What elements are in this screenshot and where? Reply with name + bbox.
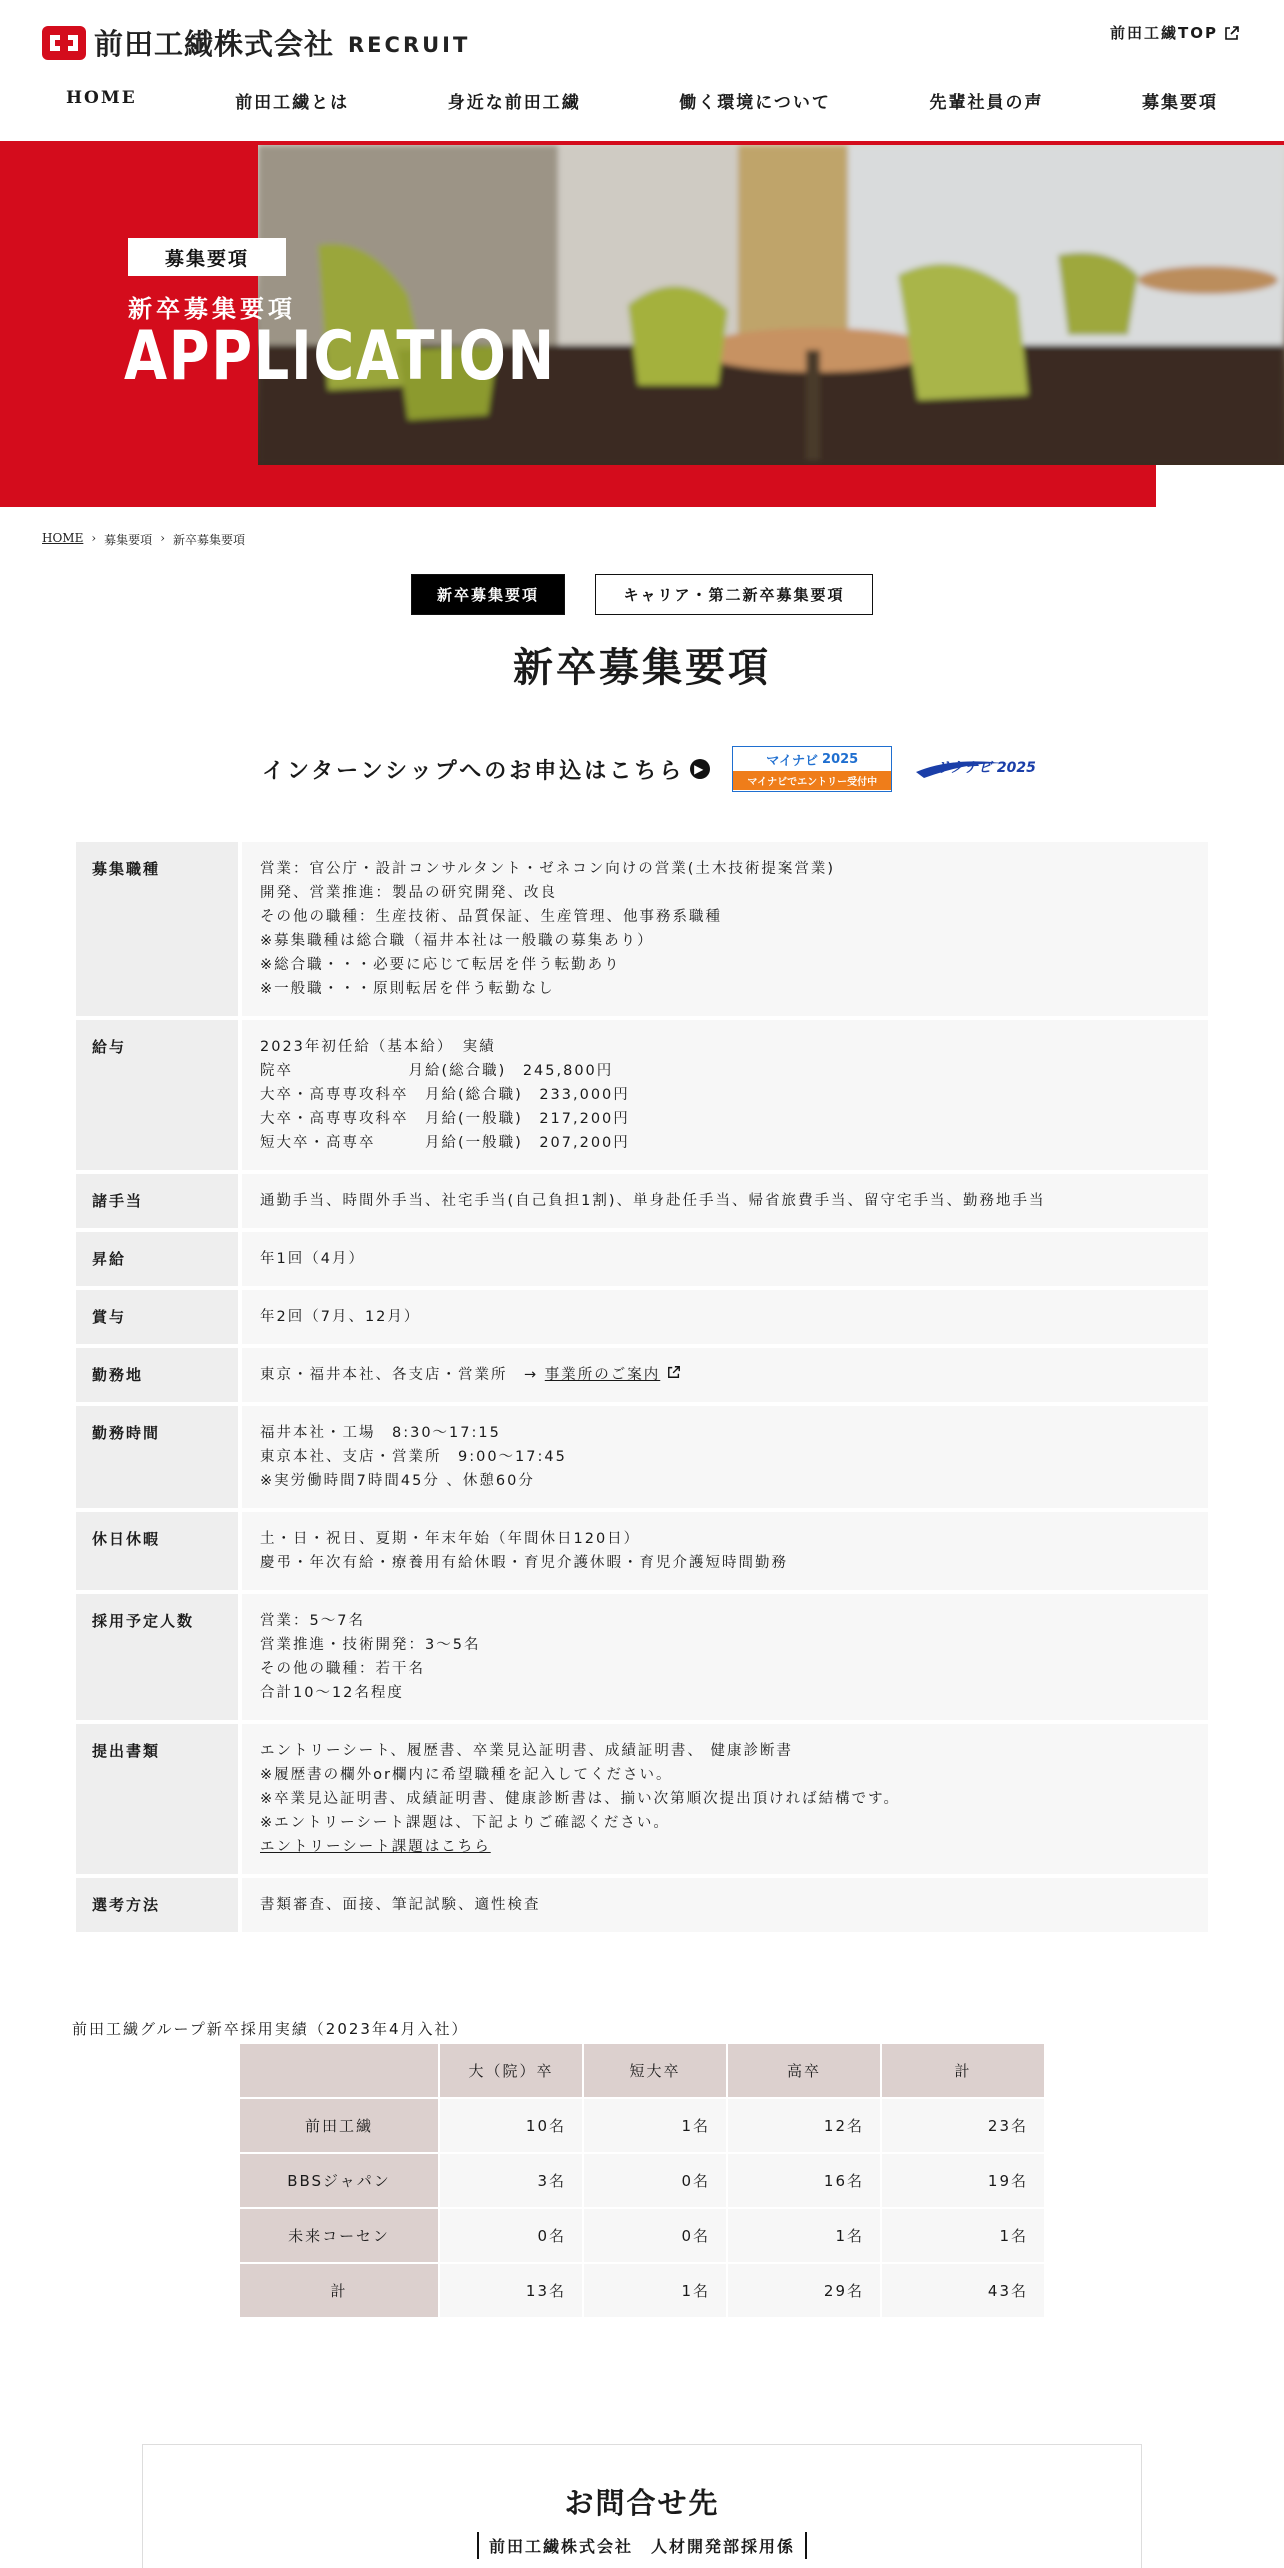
table-row [76, 1724, 1208, 1874]
site-header [0, 0, 1284, 145]
text-line: 営業推進・技術開発：3～5名 [260, 1637, 481, 1653]
text-line: その他の職種：若干名 [260, 1661, 425, 1677]
text-line: ※履歴書の欄外or欄内に希望職種を記入してください。 [260, 1767, 673, 1783]
rikunabi-label: リクナビ 2025 [936, 760, 1036, 776]
table-cell: 23名 [881, 2098, 1045, 2153]
row-header: BBSジャパン [239, 2153, 439, 2208]
logo-text: 前田工繊株式会社 [94, 27, 335, 61]
external-link-icon [1224, 25, 1240, 41]
text-line: ※実労働時間7時間45分 、休憩60分 [260, 1473, 535, 1489]
internship-link[interactable] [262, 754, 710, 785]
text-line: 2023年初任給（基本給） 実績 [260, 1039, 496, 1055]
logo-recruit: RECRUIT [348, 32, 471, 57]
tab-new-graduate[interactable]: 新卒募集要項 [411, 574, 565, 615]
table-cell: 3名 [439, 2153, 583, 2208]
table-row [76, 1406, 1208, 1508]
table-cell: 1名 [583, 2098, 727, 2153]
table-row [76, 842, 1208, 1016]
table-cell: 10名 [439, 2098, 583, 2153]
logo-mark-icon [42, 26, 86, 60]
text-line: 合計10～12名程度 [260, 1685, 404, 1701]
table-cell: 1名 [881, 2208, 1045, 2263]
column-header: 高卒 [727, 2043, 881, 2098]
row-label: 賞与 [76, 1290, 238, 1344]
table-cell: 43名 [881, 2263, 1045, 2318]
text-line: 福井本社・工場 8:30～17:15 [260, 1425, 501, 1441]
text-line: 年2回（7月、12月） [260, 1309, 421, 1325]
text-segment: 東京・福井本社、各支店・営業所 → [260, 1367, 545, 1383]
row-label: 勤務地 [76, 1348, 238, 1402]
text-line: エントリーシート、履歴書、卒業見込証明書、成績証明書、 健康診断書 [260, 1743, 794, 1759]
entry-sheet-link[interactable]: エントリーシート課題はこちら [260, 1839, 491, 1855]
corporate-top-label: 前田工繊TOP [1110, 24, 1218, 42]
row-value [242, 1020, 1208, 1170]
table-row [76, 1020, 1208, 1170]
row-header: 計 [239, 2263, 439, 2318]
text-line: ※総合職・・・必要に応じて転居を伴う転勤あり [260, 957, 621, 973]
corporate-top-link[interactable] [1110, 22, 1240, 43]
rikunabi-banner[interactable] [914, 754, 1050, 784]
company-logo[interactable] [42, 22, 470, 63]
table-row [239, 2153, 1045, 2208]
table-cell: 1名 [583, 2263, 727, 2318]
mynavi-logo [733, 747, 891, 771]
text-line: 年1回（4月） [260, 1251, 365, 1267]
hero-subtitle: 新卒募集要項 [128, 295, 296, 323]
contact-box [142, 2444, 1142, 2568]
row-value [242, 1878, 1208, 1932]
row-label: 採用予定人数 [76, 1594, 238, 1720]
text-line [260, 1363, 1190, 1387]
text-line: ※エントリーシート課題は、下記よりご確認ください。 [260, 1815, 670, 1831]
tab-career[interactable]: キャリア・第二新卒募集要項 [595, 574, 873, 615]
table-cell: 16名 [727, 2153, 881, 2208]
table-row [76, 1232, 1208, 1286]
external-link-icon [667, 1365, 681, 1379]
row-label: 給与 [76, 1020, 238, 1170]
row-value [242, 1174, 1208, 1228]
row-label: 募集職種 [76, 842, 238, 1016]
table-row [76, 1290, 1208, 1344]
page-title: 新卒募集要項 [513, 645, 771, 691]
row-value [242, 1290, 1208, 1344]
results-table [238, 2042, 1046, 2319]
text-line: その他の職種：生産技術、品質保証、生産管理、他事務系職種 [260, 909, 722, 925]
text-line: 土・日・祝日、夏期・年末年始（年間休日120日） [260, 1531, 641, 1547]
contact-company [143, 2532, 1141, 2559]
table-row [239, 2098, 1045, 2153]
breadcrumb-home[interactable]: HOME [42, 531, 84, 545]
text-line: 通勤手当、時間外手当、社宅手当(自己負担1割)、単身赴任手当、帰省旅費手当、留守宅手当、勤務地手当 [260, 1193, 1046, 1209]
row-value [242, 1512, 1208, 1590]
table-cell: 0名 [439, 2208, 583, 2263]
text-line: 院卒 月給(総合職) 245,800円 [260, 1063, 614, 1079]
row-label: 勤務時間 [76, 1406, 238, 1508]
text-line: 開発、営業推進：製品の研究開発、改良 [260, 885, 557, 901]
column-header: 大（院）卒 [439, 2043, 583, 2098]
category-tabs [0, 574, 1284, 615]
table-row [76, 1512, 1208, 1590]
row-label: 諸手当 [76, 1174, 238, 1228]
internship-text: インターンシップへのお申込はこちら [262, 758, 685, 784]
nav-voices[interactable]: 先輩社員の声 [929, 93, 1044, 113]
nav-requirements[interactable]: 募集要項 [1141, 93, 1218, 113]
table-row [239, 2208, 1045, 2263]
breadcrumb-current: 新卒募集要項 [173, 533, 246, 547]
arrow-right-circle-icon: ▶ [690, 759, 710, 779]
nav-environment[interactable]: 働く環境について [679, 93, 831, 113]
hero-photo [258, 145, 1284, 465]
contact-company-name: 前田工繊株式会社 人材開発部採用係 [477, 2532, 807, 2559]
text-line: 慶弔・年次有給・療養用有給休暇・育児介護休暇・育児介護短時間勤務 [260, 1555, 788, 1571]
mynavi-caption: マイナビでエントリー受付中 [733, 771, 891, 790]
text-line: 大卒・高専専攻科卒 月給(一般職) 217,200円 [260, 1111, 630, 1127]
contact-title: お問合せ先 [564, 2486, 720, 2520]
text-line: ※卒業見込証明書、成績証明書、健康診断書は、揃い次第順次提出頂ければ結構です。 [260, 1791, 900, 1807]
main-nav [0, 88, 1284, 113]
table-row [76, 1174, 1208, 1228]
chevron-right-icon: › [160, 531, 165, 545]
column-header: 短大卒 [583, 2043, 727, 2098]
row-value [242, 1594, 1208, 1720]
text-line: 書類審査、面接、筆記試験、適性検査 [260, 1897, 541, 1913]
table-cell: 0名 [583, 2153, 727, 2208]
table-cell: 13名 [439, 2263, 583, 2318]
text-line: ※募集職種は総合職（福井本社は一般職の募集あり） [260, 933, 654, 949]
hero-banner [0, 145, 1284, 507]
row-header: 前田工繊 [239, 2098, 439, 2153]
nav-about[interactable]: 前田工繊とは [235, 93, 350, 113]
row-label: 休日休暇 [76, 1512, 238, 1590]
office-photo-illustration [258, 145, 1284, 465]
table-row [76, 1594, 1208, 1720]
requirements-table [76, 842, 1208, 1936]
table-cell: 1名 [727, 2208, 881, 2263]
table-row [76, 1348, 1208, 1402]
table-cell: 19名 [881, 2153, 1045, 2208]
corner-cell [239, 2043, 439, 2098]
row-value [242, 1406, 1208, 1508]
column-header: 計 [881, 2043, 1045, 2098]
row-value [242, 1348, 1208, 1402]
row-value [242, 1232, 1208, 1286]
hero-title: APPLICATION [124, 317, 556, 396]
table-cell: 12名 [727, 2098, 881, 2153]
text-line: 短大卒・高専卒 月給(一般職) 207,200円 [260, 1135, 630, 1151]
breadcrumb [42, 531, 245, 548]
mynavi-logo-year: 2025 [822, 751, 859, 767]
text-line: 東京本社、支店・営業所 9:00～17:45 [260, 1449, 567, 1465]
office-info-link[interactable]: 事業所のご案内 [544, 1367, 661, 1383]
row-header: 未来コーセン [239, 2208, 439, 2263]
nav-home[interactable]: HOME [66, 88, 137, 108]
table-cell: 0名 [583, 2208, 727, 2263]
row-label: 昇給 [76, 1232, 238, 1286]
internship-section [262, 746, 1050, 792]
text-line: ※一般職・・・原則転居を伴う転勤なし [260, 981, 555, 997]
mynavi-logo-name: マイナビ [766, 753, 819, 769]
row-label: 提出書類 [76, 1724, 238, 1874]
row-label: 選考方法 [76, 1878, 238, 1932]
table-cell: 29名 [727, 2263, 881, 2318]
text-line: 営業：官公庁・設計コンサルタント・ゼネコン向けの営業(土木技術提案営業) [260, 861, 836, 877]
table-header-row [239, 2043, 1045, 2098]
table-row [239, 2263, 1045, 2318]
table-row [76, 1878, 1208, 1932]
text-line: 大卒・高専専攻科卒 月給(総合職) 233,000円 [260, 1087, 630, 1103]
row-value [242, 842, 1208, 1016]
row-value [242, 1724, 1208, 1874]
text-line: 営業：5～7名 [260, 1613, 365, 1629]
results-caption: 前田工繊グループ新卒採用実績（2023年4月入社） [72, 2020, 469, 2038]
mynavi-banner[interactable] [732, 746, 892, 792]
hero-badge: 募集要項 [128, 238, 286, 276]
nav-products[interactable]: 身近な前田工繊 [447, 93, 581, 113]
chevron-right-icon: › [91, 531, 97, 545]
breadcrumb-requirements[interactable]: 募集要項 [104, 533, 153, 547]
